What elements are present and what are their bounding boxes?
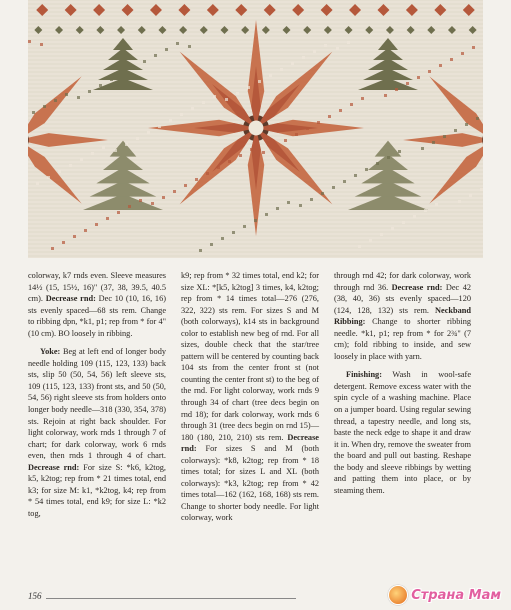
run-text: For size S: *k6, k2tog, k5, k2tog; rep from * 21 times total, end k3; for size M: k1, *k2tog, k4; rep from * 54 times total, end k9; for size L: *k2 tog, bbox=[28, 462, 166, 518]
body-paragraph bbox=[28, 346, 166, 519]
page-number: 156 bbox=[28, 591, 42, 601]
run-heading: Yoke: bbox=[40, 347, 61, 357]
run-text: Change to shorter ribbing needle. *k1, p1; rep from * for 2¾" (7 cm); fold ribbing to inside, and sew loosely in place with yarn. bbox=[334, 317, 471, 361]
body-paragraph bbox=[28, 270, 166, 339]
run-text: Dec 10 (10, 16, 16) sts evenly spaced—68 sts rem. Change to ribbing dpn, *k1, p1; rep from * for 4" (10 cm). BO loosely in ribbing. bbox=[28, 294, 166, 338]
run-text: Wash in wool-safe detergent. Remove excess water with the spin cycle of a washing machine. Place on a jumper board. Using regular sewing thread, a tapestry needle, and long sts, baste the neck edge to shape it and draw it in. When dry, remove the sweater from the board and pull out basting. Reshape the body and sleeve ribbings by wetting and patting them into place, or by steaming them. bbox=[334, 370, 471, 495]
run-text: colorway, k7 rnds even. Sleeve measures 14½ (15, 15½, 16)" (37, 38, 39.5, 40.5 cm). bbox=[28, 271, 166, 304]
run-text: For sizes S and M (both colorways): *k8, k2tog; rep from * 18 times total; for sizes L and XL (both colorways): *k3, k2tog; rep from * 42 times total—162 (162, 168, 168) sts rem. Change to shorter body needle. For light colorway, work bbox=[181, 444, 319, 523]
text-column-2 bbox=[181, 270, 319, 531]
run-text: Dec 42 (38, 40, 36) sts evenly spaced—120 (124, 128, 132) sts rem. bbox=[334, 282, 472, 315]
text-column-1 bbox=[28, 270, 166, 526]
watermark-text: Страна Мам bbox=[411, 587, 501, 603]
run-heading: Neckband Ribbing: bbox=[334, 305, 471, 327]
body-paragraph bbox=[181, 270, 319, 524]
run-text: through rnd 42; for dark colorway, work through rnd 36. bbox=[334, 271, 471, 292]
fair-isle-pattern-image bbox=[28, 0, 483, 258]
run-heading: Decrease rnd: bbox=[181, 432, 319, 454]
run-heading: Decrease rnd: bbox=[45, 294, 96, 304]
body-paragraph bbox=[334, 270, 471, 362]
body-paragraph bbox=[334, 369, 471, 496]
text-column-3 bbox=[334, 270, 471, 503]
run-text: Beg at left end of longer body needle holding 109 (115, 123, 133) back sts, slip 50 (50, 54, 56) left sleeve sts, 109 (115, 123, 133) front sts, and 50 (50, 54, 56) right sleeve sts from holders onto longer body needle—318 (330, 354, 378) sts. Rejoin at right back shoulder. For light colorway, work rnds 1 through 7 of chart; for dark colorway, work 6 rnds even, then rnds 1 through 4 of chart. bbox=[28, 347, 166, 461]
run-heading: Decrease rnd: bbox=[28, 462, 80, 472]
run-text: k9; rep from * 32 times total, end k2; for size XL: *[k5, k2tog] 3 times, k4, k2tog; rep from * 14 times total—276 (276, 322, 322) sts rem. For sizes S and M (both colorways), k14 sts in background color to establish new beg of rnd. For all sizes, double check that the star/tree pattern will be centered by counting back 104 sts from the center front st (not counting the center front st) to the beg of the rnd. For light colorway, work rnds 9 through 34 of chart (tree decs begin on rnd 18); for dark colorway, work rnds 6 through 31 (tree decs begin on rnd 15)—180 (180, 210, 210) sts rem. bbox=[181, 271, 319, 442]
run-heading: Decrease rnd: bbox=[391, 282, 443, 292]
watermark-logo-icon bbox=[388, 585, 408, 605]
run-heading: Finishing: bbox=[346, 370, 382, 380]
knitting-photo bbox=[28, 0, 483, 258]
site-watermark bbox=[388, 584, 501, 606]
footer-rule bbox=[46, 598, 296, 599]
